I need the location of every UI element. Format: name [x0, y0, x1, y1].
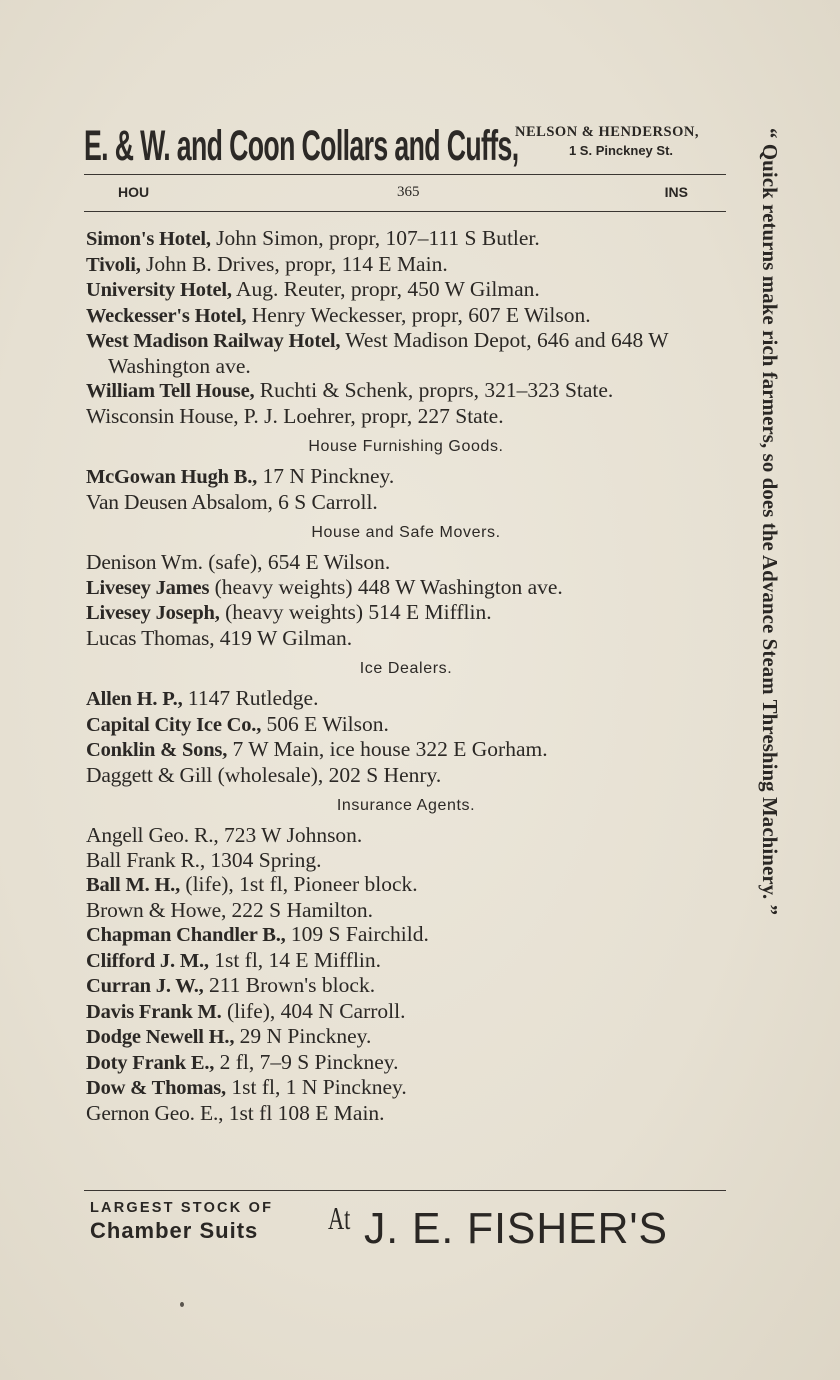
firm-name: NELSON & HENDERSON, — [515, 124, 699, 140]
directory-entry — [86, 328, 726, 378]
collars-cuffs-ad: E. & W. and Coon Collars and Cuffs, — [84, 122, 519, 170]
entry-name: Chapman Chandler B., — [86, 924, 286, 946]
firm-address: 1 S. Pinckney St. — [568, 143, 674, 158]
side-advertisement — [752, 128, 788, 1248]
directory-entry — [86, 490, 726, 515]
entry-details: Ruchti & Schenk, proprs, 321–323 State. — [254, 378, 614, 402]
entry-name: Gernon Geo. E., — [86, 1100, 224, 1125]
entry-details: 29 N Pinckney. — [234, 1024, 372, 1048]
entry-details: 723 W Johnson. — [218, 823, 363, 847]
bottom-advertisement — [84, 1196, 726, 1256]
entry-details: Henry Weckesser, propr, 607 E Wilson. — [246, 302, 591, 327]
section-heading: Ice Dealers. — [359, 660, 453, 677]
entry-details: Aug. Reuter, propr, 450 W Gilman. — [231, 277, 540, 301]
entry-name: Ball Frank R., — [86, 847, 206, 872]
entry-name: Conklin & Sons, — [86, 739, 228, 761]
directory-entry — [86, 1024, 726, 1050]
entry-name: Livesey Joseph, — [86, 602, 220, 624]
entry-name: Dow & Thomas, — [86, 1077, 226, 1099]
entry-details: 1st fl 108 E Main. — [223, 1100, 385, 1125]
entry-details: 211 Brown's block. — [203, 973, 376, 997]
footer-rule — [84, 1190, 726, 1191]
paper-speck — [180, 1302, 184, 1307]
entry-name: Lucas Thomas, — [86, 625, 215, 650]
directory-entry — [86, 1050, 726, 1076]
entry-details: (heavy weights) 448 W Washington ave. — [209, 574, 563, 599]
header-right-guide: INS — [664, 184, 688, 200]
directory-entry — [86, 999, 726, 1025]
directory-entry — [86, 922, 726, 948]
directory-entry — [86, 226, 726, 252]
entry-details: (life), 1st fl, Pioneer block. — [180, 872, 418, 896]
header-rule-bottom — [84, 211, 726, 212]
entry-name: Dodge Newell H., — [86, 1026, 235, 1048]
chamber-suits-text: Chamber Suits — [90, 1218, 259, 1243]
entry-details: 17 N Pinckney. — [257, 464, 395, 488]
section-heading: House and Safe Movers. — [311, 524, 501, 541]
entry-details: 2 fl, 7–9 S Pinckney. — [214, 1049, 399, 1074]
directory-entry — [86, 404, 726, 429]
entry-details: John Simon, propr, 107–111 S Butler. — [210, 226, 540, 250]
directory-entry — [86, 252, 726, 278]
entry-details: 1st fl, 14 E Mifflin. — [208, 947, 382, 972]
directory-entry — [86, 575, 726, 601]
directory-listing — [86, 226, 726, 1125]
entry-details: 419 W Gilman. — [214, 625, 353, 650]
directory-entry — [86, 600, 726, 626]
entry-name: Davis Frank M. — [86, 1000, 222, 1023]
directory-entry — [86, 737, 726, 763]
fisher-store-name: J. E. FISHER'S — [364, 1204, 668, 1253]
entry-details: (wholesale), 202 S Henry. — [212, 762, 442, 787]
top-advertisement — [84, 118, 726, 174]
directory-entry — [86, 948, 726, 974]
header-left-guide: HOU — [118, 184, 150, 200]
entry-details: 6 S Carroll. — [272, 489, 378, 514]
entry-details: 1st fl, 1 N Pinckney. — [225, 1075, 407, 1099]
entry-name: University Hotel, — [86, 279, 232, 301]
entry-name: Weckesser's Hotel, — [86, 304, 247, 327]
directory-entry — [86, 626, 726, 651]
entry-details: 222 S Hamilton. — [226, 897, 374, 922]
section-heading: Insurance Agents. — [336, 797, 476, 814]
directory-entry — [86, 712, 726, 738]
entry-name: West Madison Railway Hotel, — [86, 330, 341, 352]
entry-name: Wisconsin House, — [86, 403, 239, 428]
directory-entry — [86, 973, 726, 999]
nelson-henderson-ad — [488, 124, 726, 158]
entry-details: 1147 Rutledge. — [182, 686, 319, 710]
entry-details: 1304 Spring. — [205, 847, 322, 872]
directory-entry — [86, 550, 726, 575]
entry-name: William Tell House, — [86, 380, 255, 402]
entry-details: (safe), 654 E Wilson. — [202, 550, 391, 574]
entry-name: Curran J. W., — [86, 975, 204, 997]
entry-name: Allen H. P., — [86, 688, 183, 710]
entry-details: 7 W Main, ice house 322 E Gorham. — [227, 737, 548, 761]
directory-entry — [86, 686, 726, 712]
section-heading: House Furnishing Goods. — [308, 438, 504, 455]
directory-entry — [86, 848, 726, 873]
entry-details: (heavy weights) 514 E Mifflin. — [219, 600, 492, 624]
largest-stock-text: LARGEST STOCK OF — [90, 1200, 274, 1216]
page-number: 365 — [397, 184, 420, 200]
directory-entry — [86, 464, 726, 490]
entry-details: West Madison Depot, 646 and 648 W Washington ave. — [108, 328, 669, 378]
entry-name: Simon's Hotel, — [86, 228, 211, 250]
entry-name: Angell Geo. R., — [86, 823, 219, 847]
directory-entry — [86, 1075, 726, 1101]
entry-details: John B. Drives, propr, 114 E Main. — [140, 251, 448, 276]
directory-entry — [86, 763, 726, 788]
entry-name: McGowan Hugh B., — [86, 466, 258, 488]
entry-name: Ball M. H., — [86, 874, 181, 896]
directory-entry — [86, 303, 726, 329]
directory-entry — [86, 898, 726, 923]
header-rule-top — [84, 174, 726, 175]
entry-name: Capital City Ice Co., — [86, 713, 262, 736]
entry-name: Tivoli, — [86, 253, 141, 276]
entry-name: Doty Frank E., — [86, 1051, 215, 1074]
entry-name: Denison Wm. — [86, 550, 203, 574]
directory-entry — [86, 823, 726, 848]
entry-details: 506 E Wilson. — [261, 711, 389, 736]
entry-details: 109 S Fairchild. — [285, 922, 429, 946]
directory-entry — [86, 872, 726, 898]
running-header — [84, 182, 726, 204]
entry-name: Van Deusen Absalom, — [86, 489, 273, 514]
threshing-machinery-slogan: “ Quick returns make rich farmers, so does the Advance Steam Threshing Machinery. ” — [758, 128, 782, 916]
entry-details: (life), 404 N Carroll. — [221, 998, 406, 1023]
entry-name: Livesey James — [86, 576, 210, 599]
directory-entry — [86, 378, 726, 404]
entry-name: Daggett & Gill — [86, 762, 213, 787]
directory-entry — [86, 1101, 726, 1126]
entry-name: Clifford J. M., — [86, 949, 209, 972]
entry-name: Brown & Howe, — [86, 897, 227, 922]
directory-entry — [86, 277, 726, 303]
entry-details: P. J. Loehrer, propr, 227 State. — [238, 403, 504, 428]
at-text: At — [328, 1200, 351, 1236]
